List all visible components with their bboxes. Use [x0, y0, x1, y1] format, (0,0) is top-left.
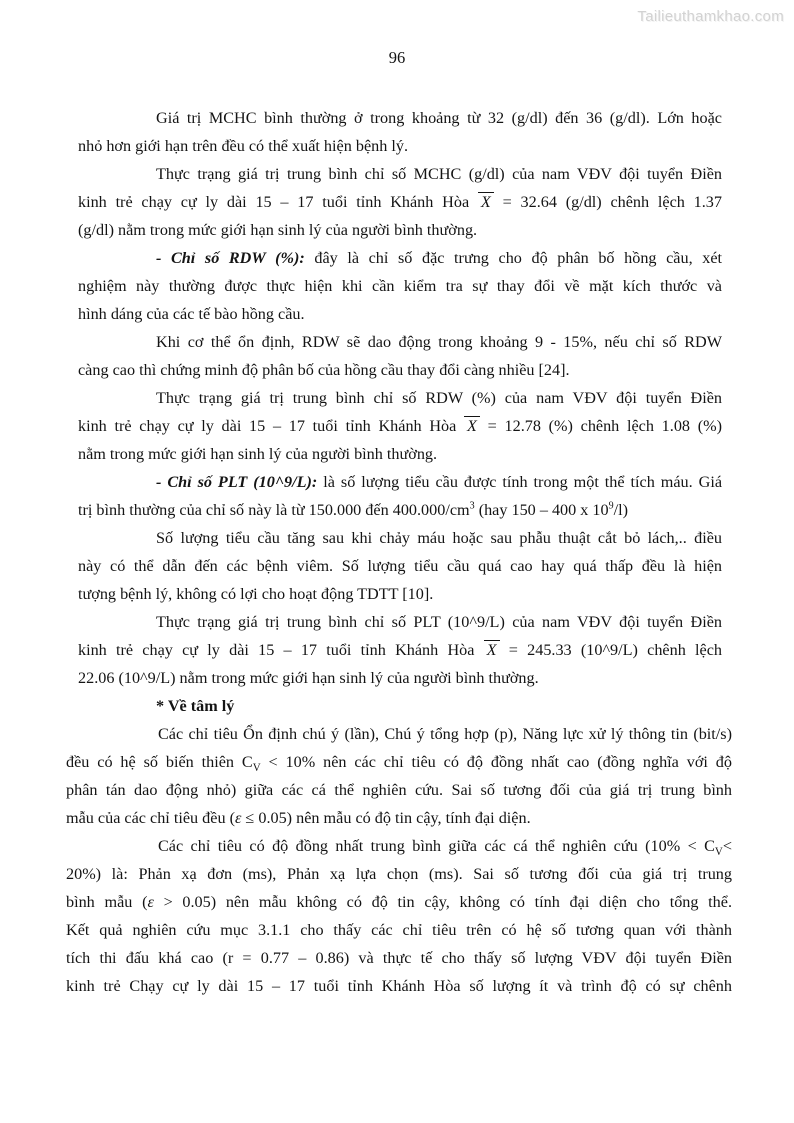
text-line — [66, 776, 732, 804]
mean-symbol: X — [464, 416, 480, 435]
text-line — [66, 972, 732, 1000]
text-segment: tích thi đấu khá cao (r = 0.77 – 0.86) và thực tế cho thấy số lượng VĐV đội tuyển Điền — [66, 949, 732, 967]
text-segment: đây là chỉ số đặc trưng cho độ phân bố hồng cầu, xét — [304, 249, 722, 267]
text-segment: 20%) là: Phản xạ đơn (ms), Phản xạ lựa chọn (ms). Sai số tương đối của giá trị trung — [66, 865, 732, 883]
text-segment: (g/dl) nằm trong mức giới hạn sinh lý của người bình thường. — [78, 221, 478, 239]
page-number: 96 — [388, 48, 406, 67]
text-line — [66, 720, 732, 748]
text-line — [78, 188, 722, 216]
paragraph — [78, 244, 722, 328]
text-segment: 22.06 (10^9/L) nằm trong mức giới hạn sinh lý của người bình thường. — [78, 669, 539, 687]
text-line — [78, 608, 722, 636]
text-line — [78, 356, 722, 384]
text-line — [78, 300, 722, 328]
text-line — [66, 944, 732, 972]
text-line — [78, 272, 722, 300]
section-hematology — [0, 104, 794, 720]
text-line — [78, 328, 722, 356]
text-segment: > 0.05) nên mẫu không có độ tin cậy, không có tính đại diện cho tổng thể. — [153, 893, 733, 911]
text-segment: ε — [234, 809, 242, 827]
paragraph — [78, 608, 722, 692]
text-segment: hình dáng của các tế bào hồng cầu. — [78, 305, 305, 323]
text-segment: phân tán dao động nhỏ) giữa các cá thể nghiên cứu. Sai số tương đối của giá trị trung bình — [66, 781, 732, 799]
text-line — [78, 412, 722, 440]
paragraph — [78, 160, 722, 244]
text-line — [78, 244, 722, 272]
section-heading — [78, 692, 722, 720]
text-segment: nghiệm này thường được thực hiện khi cần kiểm tra sự thay đổi về mặt kích thước và — [78, 277, 722, 295]
text-line — [78, 692, 722, 720]
text-line — [78, 468, 722, 496]
paragraph — [78, 328, 722, 384]
text-line — [78, 104, 722, 132]
text-line — [78, 580, 722, 608]
text-segment: 3 — [469, 500, 475, 512]
text-segment: là số lượng tiểu cầu được tính trong một thể tích máu. Giá — [317, 473, 722, 491]
text-line — [78, 384, 722, 412]
text-segment: mẫu của các chỉ tiêu đều ( — [66, 809, 235, 827]
paragraph — [78, 384, 722, 468]
text-segment: < 10% nên các chỉ tiêu có độ đồng nhất cao (đồng nghĩa với độ — [260, 753, 732, 771]
text-line — [66, 748, 732, 776]
text-segment: Khi cơ thể ổn định, RDW sẽ dao động trong khoảng 9 - 15%, nếu chỉ số RDW — [156, 333, 722, 351]
text-segment: - Chỉ số PLT (10^9/L): — [156, 473, 318, 491]
text-segment: kinh trẻ chạy cự ly dài 15 – 17 tuổi tỉnh Khánh Hòa — [78, 641, 484, 659]
text-segment: 9 — [608, 500, 614, 512]
mean-symbol: X — [478, 192, 494, 211]
text-segment: /l) — [613, 501, 629, 519]
text-segment: V — [714, 846, 723, 859]
text-segment: nằm trong mức giới hạn sinh lý của người bình thường. — [78, 445, 438, 463]
paragraph — [66, 832, 732, 1000]
paragraph — [78, 468, 722, 524]
text-line — [78, 552, 722, 580]
text-segment: ε — [147, 893, 154, 911]
text-segment: ≤ 0.05) nên mẫu có độ tin cậy, tính đại diện. — [241, 809, 531, 827]
text-segment: bình mẫu ( — [66, 893, 148, 911]
text-segment: đều có hệ số biến thiên C — [66, 753, 253, 771]
text-line — [66, 860, 732, 888]
text-segment: Giá trị MCHC bình thường ở trong khoảng từ 32 (g/dl) đến 36 (g/dl). Lớn hoặc — [156, 109, 722, 127]
text-segment: này có thể dẫn đến các bệnh viêm. Số lượng tiểu cầu quá cao hay quá thấp đều là hiện — [78, 557, 722, 575]
text-segment: (hay 150 – 400 x 10 — [474, 501, 609, 519]
text-line — [78, 524, 722, 552]
paragraph — [78, 104, 722, 160]
text-segment: Các chỉ tiêu Ổn định chú ý (lần), Chú ý tổng hợp (p), Năng lực xử lý thông tin (bit/s) — [158, 725, 732, 743]
text-segment: kinh trẻ chạy cự ly dài 15 – 17 tuổi tỉnh Khánh Hòa — [78, 193, 478, 211]
text-segment: tượng bệnh lý, không có lợi cho hoạt động TDTT [10]. — [78, 585, 434, 603]
text-segment: - Chỉ số RDW (%): — [156, 249, 305, 267]
text-line — [78, 132, 722, 160]
document-body — [0, 104, 794, 1000]
text-line — [66, 804, 732, 832]
text-segment: kinh trẻ chạy cự ly dài 15 – 17 tuổi tỉnh Khánh Hòa — [78, 417, 465, 435]
text-segment: Số lượng tiểu cầu tăng sau khi chảy máu hoặc sau phẫu thuật cắt bỏ lách,.. điều — [156, 529, 722, 547]
text-line — [66, 888, 732, 916]
text-segment: Thực trạng giá trị trung bình chỉ số MCHC (g/dl) của nam VĐV đội tuyển Điền — [156, 165, 722, 183]
text-line — [78, 216, 722, 244]
text-segment: Thực trạng giá trị trung bình chỉ số PLT (10^9/L) của nam VĐV đội tuyển Điền — [156, 613, 722, 631]
text-segment: kinh trẻ Chạy cự ly dài 15 – 17 tuổi tỉnh Khánh Hòa số lượng ít và trình độ có sự chênh — [66, 977, 732, 995]
text-segment: = 32.64 (g/dl) chênh lệch 1.37 — [493, 193, 722, 211]
text-segment: < — [722, 837, 732, 855]
text-segment: nhỏ hơn giới hạn trên đều có thể xuất hiện bệnh lý. — [78, 137, 409, 155]
text-line — [66, 832, 732, 860]
text-segment: * Về tâm lý — [156, 697, 235, 715]
watermark: Tailieuthamkhao.com — [637, 8, 784, 25]
text-segment: Các chỉ tiêu có độ đồng nhất trung bình giữa các cá thể nghiên cứu (10% < C — [158, 837, 715, 855]
section-psychology — [0, 720, 794, 1000]
text-line — [78, 664, 722, 692]
text-segment: trị bình thường của chỉ số này là từ 150.000 đến 400.000/cm — [78, 501, 470, 519]
paragraph — [66, 720, 732, 832]
text-segment: V — [252, 762, 261, 775]
paragraph — [78, 524, 722, 608]
text-line — [66, 916, 732, 944]
text-line — [78, 496, 722, 524]
text-line — [78, 440, 722, 468]
text-segment: = 245.33 (10^9/L) chênh lệch — [499, 641, 722, 659]
text-segment: Kết quả nghiên cứu mục 3.1.1 cho thấy các chỉ tiêu trên có hệ số tương quan với thành — [66, 921, 732, 939]
text-segment: Thực trạng giá trị trung bình chỉ số RDW (%) của nam VĐV đội tuyển Điền — [156, 389, 722, 407]
text-segment: = 12.78 (%) chênh lệch 1.08 (%) — [479, 417, 722, 435]
text-line — [78, 636, 722, 664]
text-line — [78, 160, 722, 188]
mean-symbol: X — [484, 640, 500, 659]
text-segment: càng cao thì chứng minh độ phân bố của hồng cầu thay đổi càng nhiều [24]. — [78, 361, 570, 379]
